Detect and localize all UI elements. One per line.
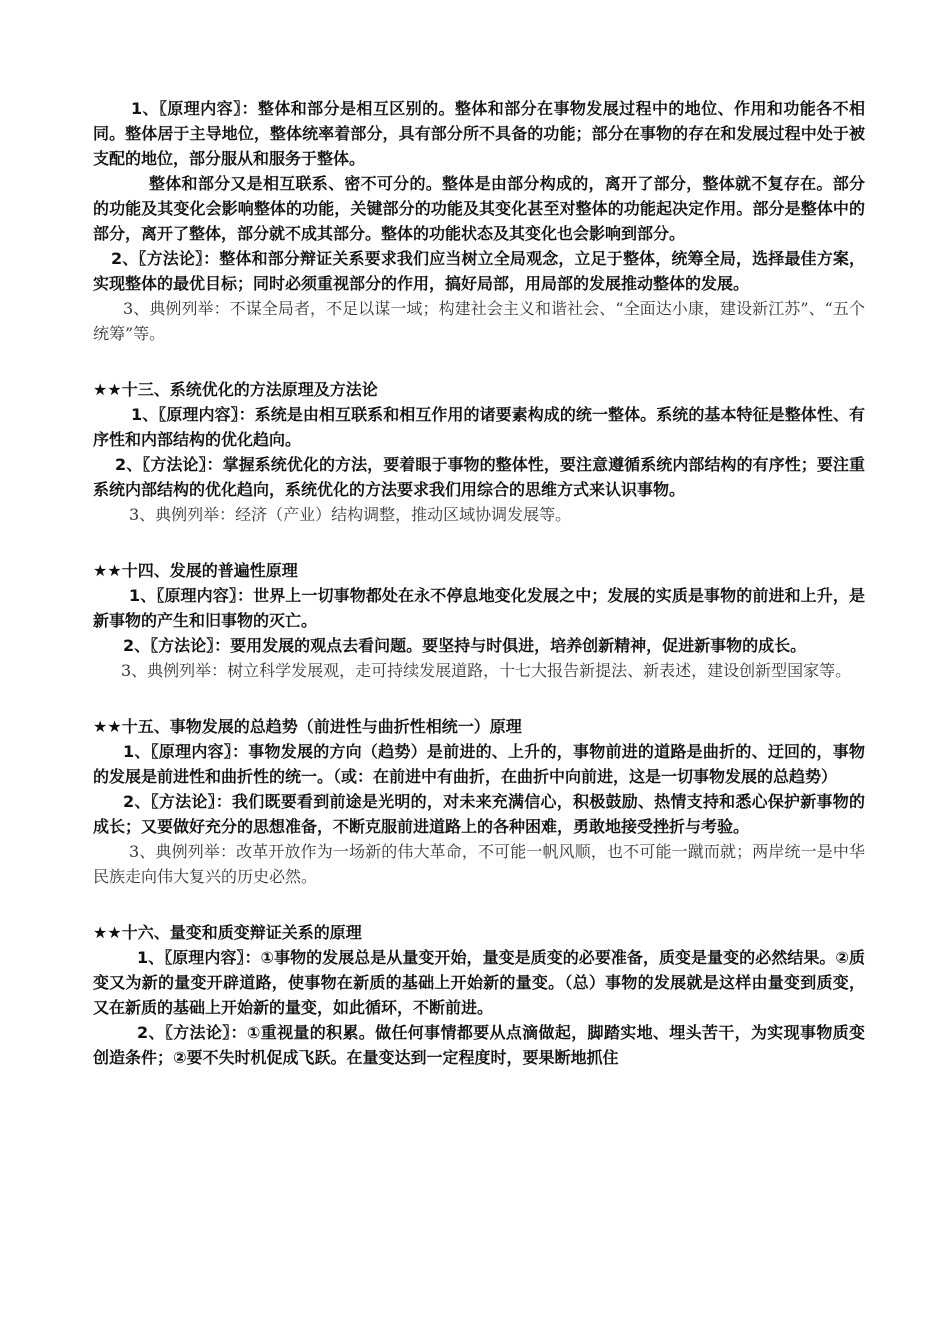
section-13-heading: ★★十三、系统优化的方法原理及方法论 [93, 380, 378, 399]
intro-principle-paragraph: 1、〖原理内容〗：整体和部分是相互区别的。整体和部分在事物发展过程中的地位、作用和功能各不相同。整体居于主导地位，整体统率着部分，具有部分所不具备的功能；部分在事物的存在和发展过程中处于被支配的地位，部分服从和服务于整体。 [93, 99, 865, 168]
section-14-method: 2、〖方法论〗：要用发展的观点去看问题。要坚持与时俱进，培养创新精神，促进新事物的成长。 [123, 636, 807, 655]
section-13-method: 2、〖方法论〗：掌握系统优化的方法，要着眼于事物的整体性，要注意遵循系统内部结构的有序性；要注重系统内部结构的优化趋向，系统优化的方法要求我们用综合的思维方式来认识事物。 [93, 455, 865, 499]
spacer [93, 346, 865, 377]
section-15-principle: 1、〖原理内容〗：事物发展的方向（趋势）是前进的、上升的，事物前进的道路是曲折的、迂回的，事物的发展是前进性和曲折性的统一。（或：在前进中有曲折，在曲折中向前进，这是一切事物发展的总趋势） [93, 742, 865, 786]
section-16-method: 2、〖方法论〗：①重视量的积累。做任何事情都要从点滴做起，脚踏实地、埋头苦干，为实现事物质变创造条件；②要不失时机促成飞跃。在量变达到一定程度时，要果断地抓住 [93, 1023, 865, 1067]
section-13-principle: 1、〖原理内容〗：系统是由相互联系和相互作用的诸要素构成的统一整体。系统的基本特征是整体性、有序性和内部结构的优化趋向。 [93, 405, 865, 449]
spacer [93, 527, 865, 558]
section-16-principle: 1、〖原理内容〗：①事物的发展总是从量变开始，量变是质变的必要准备，质变是量变的必然结果。②质变又为新的量变开辟道路，使事物在新质的基础上开始新的量变。（总）事物的发展就是这样由量变到质变，又在新质的基础上开始新的量变，如此循环，不断前进。 [93, 948, 865, 1017]
section-14-example: 3、典例列举：树立科学发展观，走可持续发展道路，十七大报告新提法、新表述，建设创新型国家等。 [121, 661, 852, 680]
section-14-principle: 1、〖原理内容〗：世界上一切事物都处在永不停息地变化发展之中；发展的实质是事物的前进和上升，是新事物的产生和旧事物的灭亡。 [93, 586, 865, 630]
section-15-method: 2、〖方法论〗：我们既要看到前途是光明的，对未来充满信心，积极鼓励、热情支持和悉心保护新事物的成长；又要做好充分的思想准备，不断克服前进道路上的各种困难，勇敢地接受挫折与考验。 [93, 792, 865, 836]
section-13-example: 3、典例列举：经济（产业）结构调整，推动区域协调发展等。 [129, 505, 572, 524]
intro-relation-paragraph: 整体和部分又是相互联系、密不可分的。整体是由部分构成的，离开了部分，整体就不复存在。部分的功能及其变化会影响整体的功能，关键部分的功能及其变化甚至对整体的功能起决定作用。部分是整体中的部分，离开了整体，部分就不成其部分。整体的功能状态及其变化也会影响到部分。 [93, 174, 865, 243]
intro-example-paragraph: 3、典例列举：不谋全局者，不足以谋一域；构建社会主义和谐社会、“全面达小康，建设新江苏”、“五个统筹”等。 [93, 299, 865, 343]
section-14-heading: ★★十四、发展的普遍性原理 [93, 561, 298, 580]
spacer [93, 889, 865, 920]
intro-method-paragraph: 2、〖方法论〗：整体和部分辩证关系要求我们应当树立全局观念，立足于整体，统筹全局，选择最佳方案，实现整体的最优目标；同时必须重视部分的作用，搞好局部，用局部的发展推动整体的发展。 [93, 249, 865, 293]
section-16-heading: ★★十六、量变和质变辩证关系的原理 [93, 923, 362, 942]
section-15-heading: ★★十五、事物发展的总趋势（前进性与曲折性相统一）原理 [93, 717, 522, 736]
spacer [93, 683, 865, 714]
document-page [93, 96, 865, 1070]
section-15-example: 3、典例列举：改革开放作为一场新的伟大革命，不可能一帆风顺，也不可能一蹴而就；两岸统一是中华民族走向伟大复兴的历史必然。 [93, 842, 865, 886]
